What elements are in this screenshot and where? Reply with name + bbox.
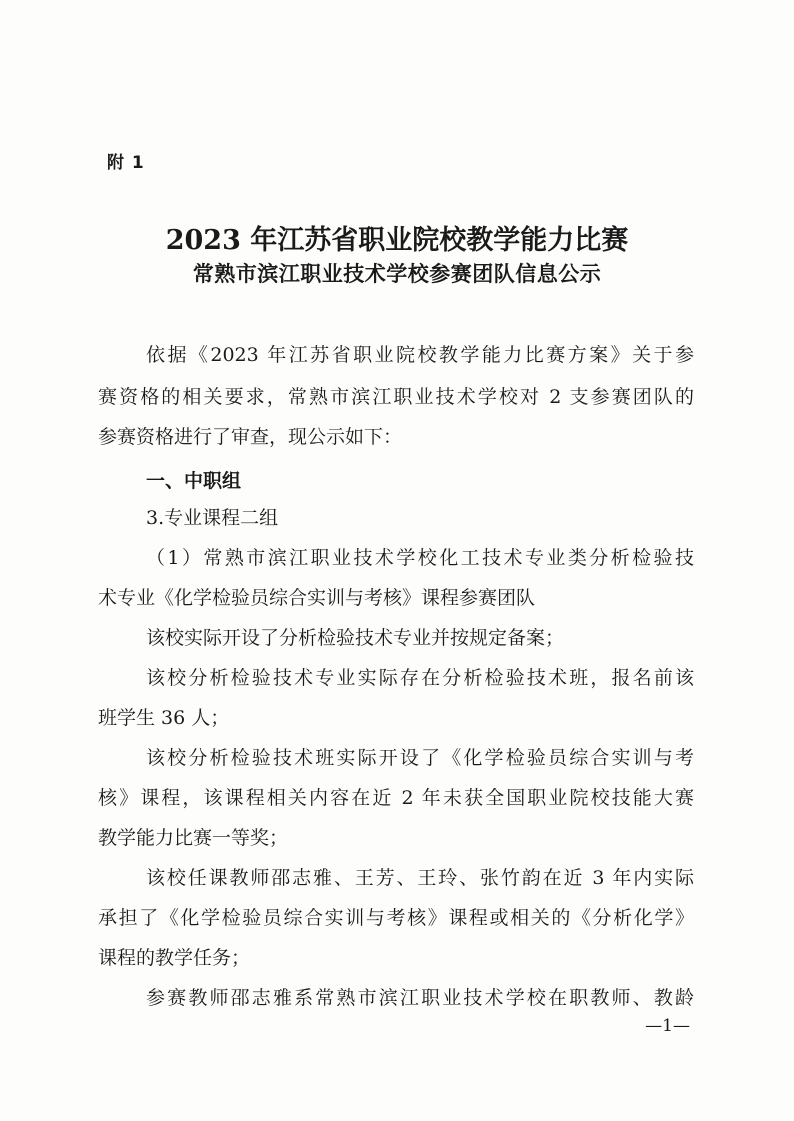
- body-line-14: 该校任课教师邵志雅、王芳、王玲、张竹韵在近 3 年内实际: [146, 867, 694, 889]
- body-line-11: 该校分析检验技术班实际开设了《化学检验员综合实训与考: [146, 747, 694, 769]
- body-line-8: 该校实际开设了分析检验技术专业并按规定备案；: [146, 627, 565, 649]
- body-line-9: 该校分析检验技术专业实际存在分析检验技术班，报名前该: [146, 667, 694, 689]
- body-line-3: 参赛资格进行了审查，现公示如下：: [98, 426, 403, 448]
- section-heading: 一、中职组: [146, 470, 242, 492]
- attachment-label: 附 1: [107, 153, 145, 173]
- body-line-12: 核》课程，该课程相关内容在近 2 年未获全国职业院校技能大赛: [98, 787, 694, 809]
- body-line-6: （1）常熟市滨江职业技术学校化工技术专业类分析检验技: [146, 547, 694, 569]
- page-number: —1—: [645, 1016, 690, 1036]
- body-line-10: 班学生 36 人；: [98, 707, 230, 729]
- document-subtitle: 常熟市滨江职业技术学校参赛团队信息公示: [192, 261, 602, 286]
- body-line-7: 术专业《化学检验员综合实训与考核》课程参赛团队: [98, 587, 536, 609]
- document-title: 2023 年江苏省职业院校教学能力比赛: [165, 225, 629, 256]
- body-line-15: 承担了《化学检验员综合实训与考核》课程或相关的《分析化学》: [98, 907, 694, 929]
- body-line-2: 赛资格的相关要求，常熟市滨江职业技术学校对 2 支参赛团队的: [98, 386, 694, 408]
- body-line-1: 依据《2023 年江苏省职业院校教学能力比赛方案》关于参: [146, 344, 694, 366]
- subsection-heading: 3.专业课程二组: [146, 507, 279, 529]
- body-line-17: 参赛教师邵志雅系常熟市滨江职业技术学校在职教师、教龄: [146, 987, 694, 1009]
- body-line-16: 课程的教学任务；: [98, 947, 251, 969]
- body-line-13: 教学能力比赛一等奖；: [98, 827, 289, 849]
